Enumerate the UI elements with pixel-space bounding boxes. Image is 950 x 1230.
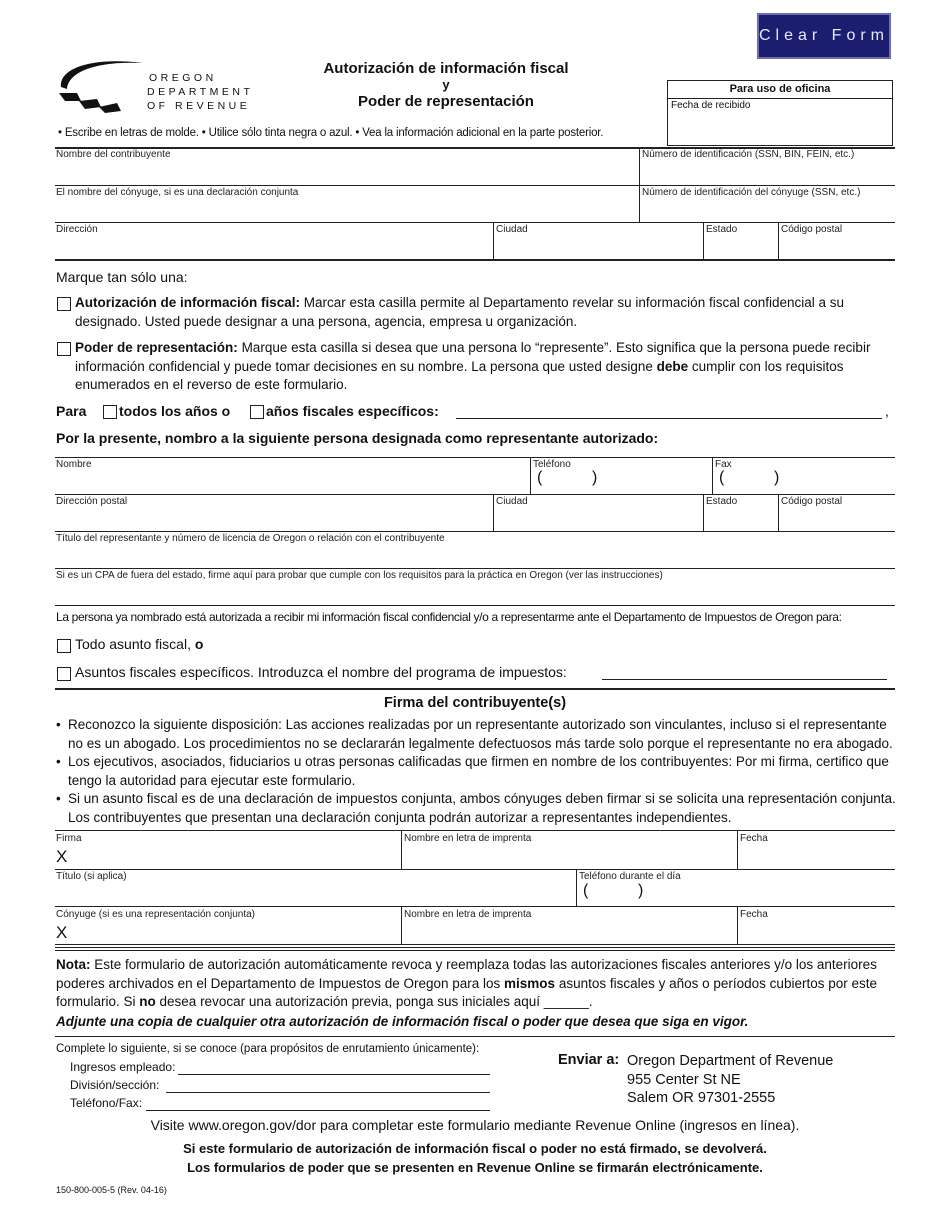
day-phone-paren-open: ( [583, 882, 589, 899]
date-label: Fecha [740, 833, 768, 844]
clear-form-button[interactable]: Clear Form [757, 13, 891, 59]
print-name2-field[interactable] [402, 921, 737, 943]
specific-years-checkbox[interactable] [250, 405, 264, 419]
form-number: 150-800-005-5 (Rev. 04-16) [56, 1185, 167, 1195]
spouse-name-field[interactable] [55, 198, 639, 221]
date2-label: Fecha [740, 909, 768, 920]
send-address-2: 955 Center St NE [627, 1071, 741, 1088]
rep-city-field[interactable] [494, 508, 703, 530]
all-matters-label: Todo asunto fiscal, o [75, 636, 204, 652]
specific-matters-field[interactable] [602, 664, 887, 680]
firma-x: X [56, 847, 68, 866]
signature-bullet-2: Los ejecutivos, asociados, fiduciarios u otras personas calificadas que firmen en nombre de los contribuyentes: Por mi firma, certifico que tengo la autoridad para ejecutar este formulario. [68, 754, 889, 788]
appoint-heading: Por la presente, nombro a la siguiente persona designada como representante autorizado: [56, 430, 659, 446]
print-name-label: Nombre en letra de imprenta [404, 833, 532, 844]
spouse-id-label: Número de identificación del cónyuge (SSN, etc.) [642, 187, 861, 198]
send-to-label: Enviar a: [558, 1052, 620, 1068]
day-phone-label: Teléfono durante el día [579, 871, 681, 882]
all-years-label: todos los años o [119, 403, 231, 419]
spouse-name-label: El nombre del cónyuge, si es una declaración conjunta [56, 187, 299, 198]
tax-info-auth-text: Autorización de información fiscal: Marcar esta casilla permite al Departamento revelar su información fiscal confidencial a su designado. Usted puede designar a una persona, agencia, empresa u organización. [75, 295, 845, 329]
taxpayer-id-label: Número de identificación (SSN, BIN, FEIN, etc.) [642, 149, 855, 160]
routing-employee-label: Ingresos empleado: [70, 1060, 176, 1074]
footer-bold-2: Los formularios de poder que se presenten en Revenue Online se firmarán electrónicamente. [187, 1160, 763, 1175]
rep-phone-paren-close: ) [592, 469, 598, 486]
form-title-1: Autorización de información fiscal [323, 60, 569, 77]
signature-bullet-3: Si un asunto fiscal es de una declaración de impuestos conjunta, ambos cónyuges deben firmar si se solicita una representación conjunta. Los contribuyentes que presentan una declaración conjunta podrán autorizar a representantes independientes. [68, 791, 896, 825]
send-address-1: Oregon Department of Revenue [627, 1053, 834, 1069]
routing-phonefax-label: Teléfono/Fax: [70, 1096, 143, 1110]
rep-state-field[interactable] [704, 508, 778, 530]
spouse-x: X [56, 923, 68, 942]
date2-field[interactable] [738, 921, 894, 943]
send-address-3: Salem OR 97301-2555 [627, 1090, 776, 1106]
routing-employee-field[interactable] [178, 1060, 490, 1075]
logo-text-line3: OF REVENUE [147, 100, 251, 112]
day-phone-field[interactable] [592, 883, 894, 905]
all-matters-checkbox[interactable] [57, 639, 71, 653]
logo-swoosh-icon [55, 55, 145, 115]
state-label: Estado [706, 224, 738, 235]
spouse-sign-label: Cónyuge (si es una representación conjunta) [56, 909, 256, 920]
note-text: Nota: Este formulario de autorización automáticamente revoca y reemplaza todas las autorizaciones fiscales anteriores y/o los anteriores poderes archivados en el Departamento de Impuestos de Oregon para los mismos asuntos fiscales y años o períodos cubiertos por este formulario. Si no desea revocar una autorización previa, ponga sus iniciales aquí ______. [56, 957, 877, 1009]
rep-fax-paren-close: ) [774, 469, 780, 486]
taxpayer-name-label: Nombre del contribuyente [56, 149, 171, 160]
specific-matters-label: Asuntos fiscales específicos. Introduzca el nombre del programa de impuestos: [75, 664, 567, 680]
cpa-signature-field[interactable] [55, 582, 894, 604]
visit-text: Visite www.oregon.gov/dor para completar este formulario mediante Revenue Online (ingresos en línea). [150, 1117, 800, 1133]
rep-name-label: Nombre [56, 459, 92, 470]
logo-text-line1: OREGON [149, 72, 217, 84]
city-field[interactable] [494, 236, 703, 258]
tax-info-auth-checkbox[interactable] [57, 297, 71, 311]
attach-note: Adjunte una copia de cualquier otra autorización de información fiscal o poder que desea que siga en vigor. [56, 1014, 749, 1029]
cpa-label: Si es un CPA de fuera del estado, firme aquí para probar que cumple con los requisitos para la práctica en Oregon (ver las instrucciones) [56, 570, 663, 581]
footer-bold-1: Si este formulario de autorización de información fiscal o poder no está firmado, se devolverá. [183, 1141, 767, 1156]
signature-bullet-1: Reconozco la siguiente disposición: Las acciones realizadas por un representante autorizado son vinculantes, incluso si el representante no es un abogado. Los procedimientos no se declararán legalmente defectuosos más tarde solo porque el representante no era abogado. [68, 717, 893, 751]
title-label: Título (si aplica) [56, 871, 127, 882]
rep-zip-field[interactable] [779, 508, 894, 530]
day-phone-paren-close: ) [638, 882, 644, 899]
rep-state-label: Estado [706, 496, 738, 507]
date-field[interactable] [738, 845, 894, 867]
instructions: • Escribe en letras de molde. • Utilice sólo tinta negra o azul. • Vea la información adicional en la parte posterior. [58, 127, 604, 139]
rep-phone-paren-open: ( [537, 469, 543, 486]
print-name2-label: Nombre en letra de imprenta [404, 909, 532, 920]
rep-phone-label: Teléfono [533, 459, 571, 470]
routing-phonefax-field[interactable] [146, 1096, 490, 1111]
state-field[interactable] [704, 236, 778, 258]
form-title-y: y [442, 77, 450, 92]
signature-field[interactable] [72, 845, 400, 867]
print-name-field[interactable] [402, 845, 737, 867]
zip-label: Código postal [781, 224, 843, 235]
rep-mail-label: Dirección postal [56, 496, 128, 507]
rep-fax-paren-open: ( [719, 469, 725, 486]
signature-heading: Firma del contribuyente(s) [383, 695, 567, 711]
specific-years-comma: , [885, 403, 889, 419]
routing-division-field[interactable] [166, 1078, 490, 1093]
title-field[interactable] [55, 883, 576, 905]
spouse-signature-field[interactable] [72, 921, 400, 943]
routing-division-label: División/sección: [70, 1078, 160, 1092]
choice-heading: Marque tan sólo una: [56, 269, 188, 285]
taxpayer-name-field[interactable] [55, 160, 639, 184]
specific-years-field[interactable] [456, 403, 882, 419]
rep-title-field[interactable] [55, 545, 894, 567]
poa-checkbox[interactable] [57, 342, 71, 356]
authorized-statement: La persona ya nombrado está autorizada a recibir mi información fiscal confidencial y/o a representarme ante el Departamento de Impuestos de Oregon para: [56, 610, 842, 624]
rep-fax-field[interactable] [727, 470, 894, 492]
address-field[interactable] [55, 236, 493, 258]
office-use-box [667, 80, 893, 146]
spouse-id-field[interactable] [640, 198, 894, 221]
taxpayer-id-field[interactable] [640, 160, 894, 184]
logo-text-line2: DEPARTMENT [147, 86, 254, 98]
poa-text: Poder de representación: Marque esta casilla si desea que una persona lo “represente”. Esto significa que la persona puede recibir información confidencial y puede tomar decisiones en su nombre. La persona que usted designe debe cumplir con los requisitos enumerados en el reverso de este formulario. [75, 340, 871, 392]
zip-field[interactable] [779, 236, 894, 258]
rep-mail-field[interactable] [55, 508, 493, 530]
rep-title-label: Título del representante y número de licencia de Oregon o relación con el contribuyente [56, 533, 445, 544]
rep-name-field[interactable] [55, 470, 530, 492]
specific-matters-checkbox[interactable] [57, 667, 71, 681]
routing-intro: Complete lo siguiente, si se conoce (para propósitos de enrutamiento únicamente): [56, 1043, 480, 1055]
office-use-title: Para uso de oficina [668, 81, 892, 99]
specific-years-label: años fiscales específicos: [266, 403, 439, 419]
signature-bullets: • Reconozco la siguiente disposición: Las acciones realizadas por un representante autorizado son vinculantes, incluso si el representante no es un abogado. Los procedimientos no se declararán legalmente defectuosos más tarde solo porque el representante no era abogado. • Los ejecutivos, asociados, fiduciarios u otras personas calificadas que firmen en nombre de los contribuyentes: Por mi firma, certifico que tengo la autoridad para ejecutar este formulario. • Si un asunto fiscal es de una declaración de impuestos conjunta, ambos cónyuges deben firmar si se solicita una representación conjunta. Los contribuyentes que presentan una declaración conjunta podrán autorizar a representantes independientes. [56, 716, 896, 827]
rep-fax-label: Fax [715, 459, 732, 470]
rep-phone-field[interactable] [545, 470, 712, 492]
para-label: Para [56, 403, 87, 419]
form-title-2: Poder de representación [358, 93, 534, 110]
all-years-checkbox[interactable] [103, 405, 117, 419]
firma-label: Firma [56, 833, 82, 844]
address-label: Dirección [56, 224, 98, 235]
rep-zip-label: Código postal [781, 496, 843, 507]
city-label: Ciudad [496, 224, 528, 235]
rep-city-label: Ciudad [496, 496, 528, 507]
oregon-dor-logo [55, 55, 254, 117]
office-received-label: Fecha de recibido [671, 100, 751, 111]
